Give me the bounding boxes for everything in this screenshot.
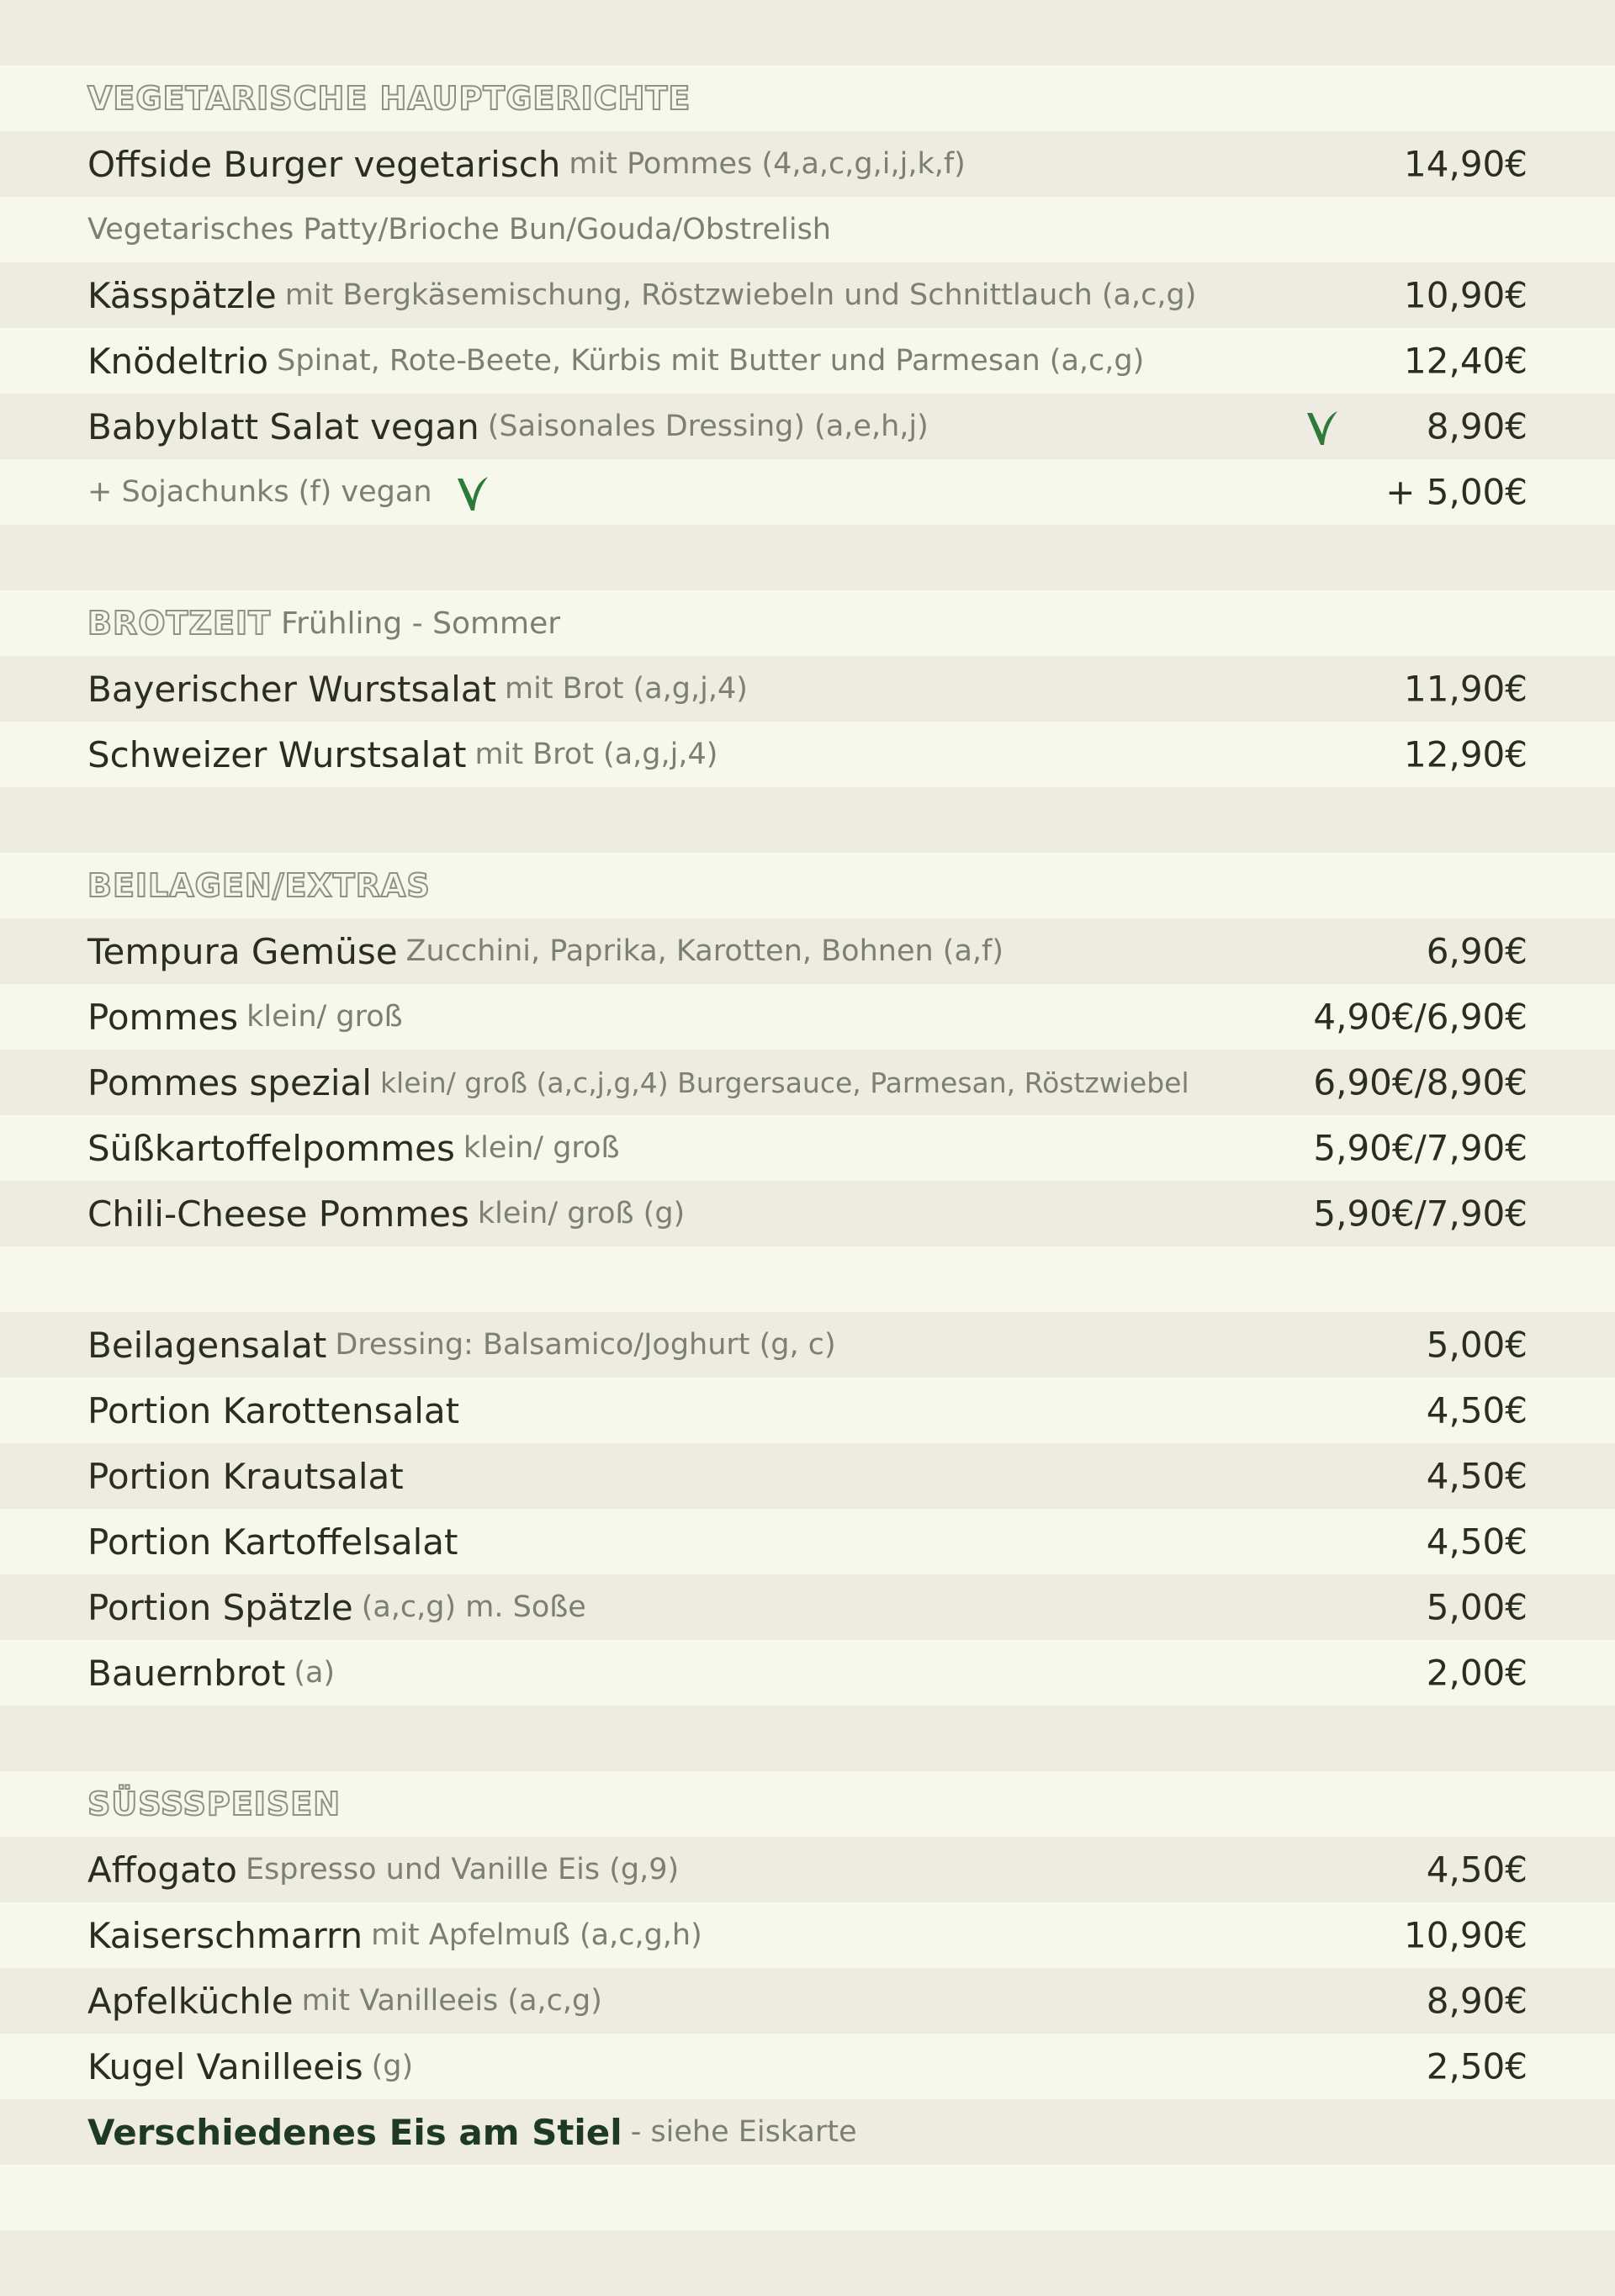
section-heading-vegetarian — [0, 66, 1615, 131]
item-desc: mit Bergkäsemischung, Röstzwiebeln und Schnittlauch (a,c,g) — [284, 278, 1197, 312]
item-name: Kaiserschmarrn — [87, 1914, 363, 1956]
section-heading-brotzeit — [0, 590, 1615, 656]
menu-item — [0, 1115, 1615, 1181]
menu-item — [0, 1378, 1615, 1443]
item-name: Süßkartoffelpommes — [87, 1127, 455, 1169]
item-desc: mit Pommes (4,a,c,g,i,j,k,f) — [569, 147, 966, 181]
item-name: Kugel Vanilleeis — [87, 2045, 363, 2087]
item-name: Tempura Gemüse — [87, 930, 398, 972]
menu-item — [0, 1574, 1615, 1640]
menu-item — [0, 1443, 1615, 1509]
spacer-band — [0, 2165, 1615, 2230]
item-price: 6,90€ — [1426, 930, 1528, 972]
item-price: 5,90€/7,90€ — [1313, 1127, 1528, 1169]
item-desc: (a,c,g) m. Soße — [361, 1590, 586, 1624]
section-subtitle: Frühling - Sommer — [281, 606, 561, 641]
menu-item — [0, 1902, 1615, 1968]
item-desc: mit Vanilleeis (a,c,g) — [301, 1984, 602, 2018]
menu-item — [0, 656, 1615, 722]
menu-item — [0, 2034, 1615, 2099]
item-desc: mit Brot (a,g,j,4) — [474, 738, 718, 771]
section-heading-beilagen — [0, 853, 1615, 918]
menu-item — [0, 328, 1615, 394]
item-name: Portion Kartoffelsalat — [87, 1521, 458, 1563]
item-price: 2,00€ — [1426, 1652, 1528, 1694]
item-name: Pommes spezial — [87, 1061, 372, 1103]
menu-item — [0, 394, 1615, 459]
item-desc: Dressing: Balsamico/Joghurt (g, c) — [335, 1328, 836, 1362]
item-name: Pommes — [87, 996, 239, 1038]
item-note: Vegetarisches Patty/Brioche Bun/Gouda/Obstrelish — [87, 213, 831, 246]
item-price: 4,50€ — [1426, 1849, 1528, 1891]
item-price: 12,40€ — [1404, 340, 1528, 382]
item-name: Babyblatt Salat vegan — [87, 405, 479, 447]
item-name: Chili-Cheese Pommes — [87, 1193, 469, 1235]
item-price: 4,50€ — [1426, 1389, 1528, 1431]
item-name: Portion Spätzle — [87, 1586, 353, 1628]
menu-item — [0, 1509, 1615, 1574]
item-price: 4,50€ — [1426, 1455, 1528, 1497]
spacer-band — [0, 787, 1615, 853]
menu-item — [0, 1181, 1615, 1246]
menu-item — [0, 984, 1615, 1050]
item-name: Knödeltrio — [87, 340, 269, 382]
vegan-leaf-icon — [454, 470, 491, 514]
item-name: Offside Burger vegetarisch — [87, 143, 561, 185]
item-name: Beilagensalat — [87, 1324, 327, 1366]
item-price: 8,90€ — [1426, 405, 1528, 447]
menu-item — [0, 1050, 1615, 1115]
item-price: 6,90€/8,90€ — [1313, 1061, 1528, 1103]
item-price: 8,90€ — [1426, 1980, 1528, 2022]
spacer-band — [0, 525, 1615, 590]
item-name: Portion Krautsalat — [87, 1455, 404, 1497]
item-desc: klein/ groß — [463, 1131, 620, 1165]
item-desc: (a) — [294, 1656, 336, 1690]
item-price: 10,90€ — [1404, 274, 1528, 316]
item-desc: Spinat, Rote-Beete, Kürbis mit Butter und Parmesan (a,c,g) — [277, 344, 1145, 378]
menu-item — [0, 918, 1615, 984]
item-price: 14,90€ — [1404, 143, 1528, 185]
menu-item — [0, 1837, 1615, 1902]
item-price: 5,00€ — [1426, 1586, 1528, 1628]
spacer-band — [0, 1706, 1615, 1771]
item-name: Bauernbrot — [87, 1652, 286, 1694]
item-price: 4,90€/6,90€ — [1313, 996, 1528, 1038]
item-price: 5,90€/7,90€ — [1313, 1193, 1528, 1235]
section-title: VEGETARISCHE HAUPTGERICHTE — [87, 80, 691, 117]
menu-item-extra — [0, 459, 1615, 525]
section-title: SÜSSSPEISEN — [87, 1785, 341, 1823]
item-price: 12,90€ — [1404, 733, 1528, 775]
spacer-band — [0, 1246, 1615, 1312]
section-heading-suessspeisen — [0, 1771, 1615, 1837]
item-price: + 5,00€ — [1385, 471, 1528, 513]
menu-item — [0, 262, 1615, 328]
section-title: BROTZEIT — [87, 605, 272, 642]
item-name: Verschiedenes Eis am Stiel — [87, 2111, 622, 2153]
section-title: BEILAGEN/EXTRAS — [87, 867, 431, 904]
item-desc: klein/ groß (g) — [477, 1197, 686, 1230]
item-price: 2,50€ — [1426, 2045, 1528, 2087]
item-name: Affogato — [87, 1849, 237, 1891]
item-desc: (Saisonales Dressing) (a,e,h,j) — [487, 410, 929, 443]
menu-item — [0, 1968, 1615, 2034]
item-name: Portion Karottensalat — [87, 1389, 460, 1431]
menu-item — [0, 1640, 1615, 1706]
spacer-band — [0, 0, 1615, 66]
menu-item-note — [0, 197, 1615, 262]
item-price: 5,00€ — [1426, 1324, 1528, 1366]
item-name: Bayerischer Wurstsalat — [87, 668, 496, 710]
item-desc: mit Brot (a,g,j,4) — [505, 672, 748, 706]
item-name: Apfelküchle — [87, 1980, 294, 2022]
menu-item — [0, 2099, 1615, 2165]
item-price: 10,90€ — [1404, 1914, 1528, 1956]
item-desc: (g) — [371, 2050, 414, 2083]
item-desc: Espresso und Vanille Eis (g,9) — [245, 1853, 680, 1886]
menu-item — [0, 722, 1615, 787]
item-price: 11,90€ — [1404, 668, 1528, 710]
item-desc: mit Apfelmuß (a,c,g,h) — [371, 1918, 702, 1952]
item-name: Kässpätzle — [87, 274, 277, 316]
item-price: 4,50€ — [1426, 1521, 1528, 1563]
menu-item — [0, 131, 1615, 197]
menu-item — [0, 1312, 1615, 1378]
spacer-band — [0, 2230, 1615, 2296]
item-desc: - siehe Eiskarte — [630, 2115, 857, 2149]
item-desc: klein/ groß (a,c,j,g,4) Burgersauce, Parmesan, Röstzwiebel — [379, 1066, 1189, 1099]
item-desc: klein/ groß — [246, 1000, 403, 1034]
item-note: + Sojachunks (f) vegan — [87, 475, 432, 509]
vegan-leaf-icon — [1304, 405, 1341, 448]
item-desc: Zucchini, Paprika, Karotten, Bohnen (a,f) — [405, 934, 1003, 968]
item-name: Schweizer Wurstsalat — [87, 733, 467, 775]
